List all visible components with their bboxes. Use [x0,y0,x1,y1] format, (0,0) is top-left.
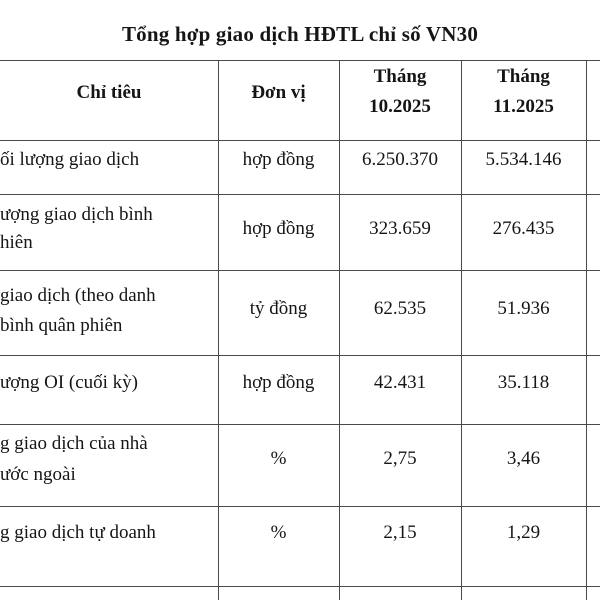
header-month2-period: 11.2025 [493,96,554,117]
row-divider [0,194,600,195]
row-divider [0,270,600,271]
header-month1-label: Tháng [373,66,427,87]
column-divider [586,60,587,600]
row-divider [0,506,600,507]
header-month2-label: Tháng [497,66,550,87]
row-month2-value: 5.534.146 [485,149,562,170]
row-divider [0,424,600,425]
header-criteria: Chỉ tiêu [76,82,142,103]
row-divider [0,355,600,356]
row-criteria-cont: ước ngoài [0,464,76,485]
row-criteria: ượng giao dịch bình [0,204,153,225]
row-month1-value: 62.535 [373,298,427,319]
table-title: Tổng hợp giao dịch HĐTL chỉ số VN30 [121,22,479,46]
row-criteria-cont: bình quân phiên [0,315,123,336]
header-unit: Đơn vị [251,82,306,103]
row-criteria-cont: hiên [0,232,33,253]
row-unit: % [270,522,287,543]
row-month1-value: 6.250.370 [362,149,438,170]
column-divider [218,60,219,600]
row-month1-value: 2,15 [383,522,417,543]
row-month1-value: 42.431 [373,372,427,393]
row-month2-value: 3,46 [506,448,541,469]
row-month2-value: 1,29 [506,522,541,543]
row-unit: hợp đồng [242,218,315,239]
row-unit: hợp đồng [242,149,315,170]
column-divider [339,60,340,600]
row-criteria: ượng OI (cuối kỳ) [0,372,139,393]
row-unit: hợp đồng [242,372,315,393]
row-unit: tỷ đồng [249,298,308,319]
column-divider [461,60,462,600]
row-month2-value: 35.118 [497,372,550,393]
table-border-bottom [0,586,600,587]
row-month2-value: 51.936 [497,298,550,319]
row-criteria: g giao dịch của nhà [0,433,148,454]
header-month1-period: 10.2025 [369,96,431,117]
table-border-top [0,60,600,61]
row-criteria: g giao dịch tự doanh [0,522,156,543]
row-criteria: giao dịch (theo danh [0,285,156,306]
row-month1-value: 323.659 [369,218,431,239]
row-criteria: ối lượng giao dịch [0,149,140,170]
row-month2-value: 276.435 [492,218,555,239]
row-divider [0,140,600,141]
row-month1-value: 2,75 [383,448,417,469]
row-unit: % [270,448,287,469]
